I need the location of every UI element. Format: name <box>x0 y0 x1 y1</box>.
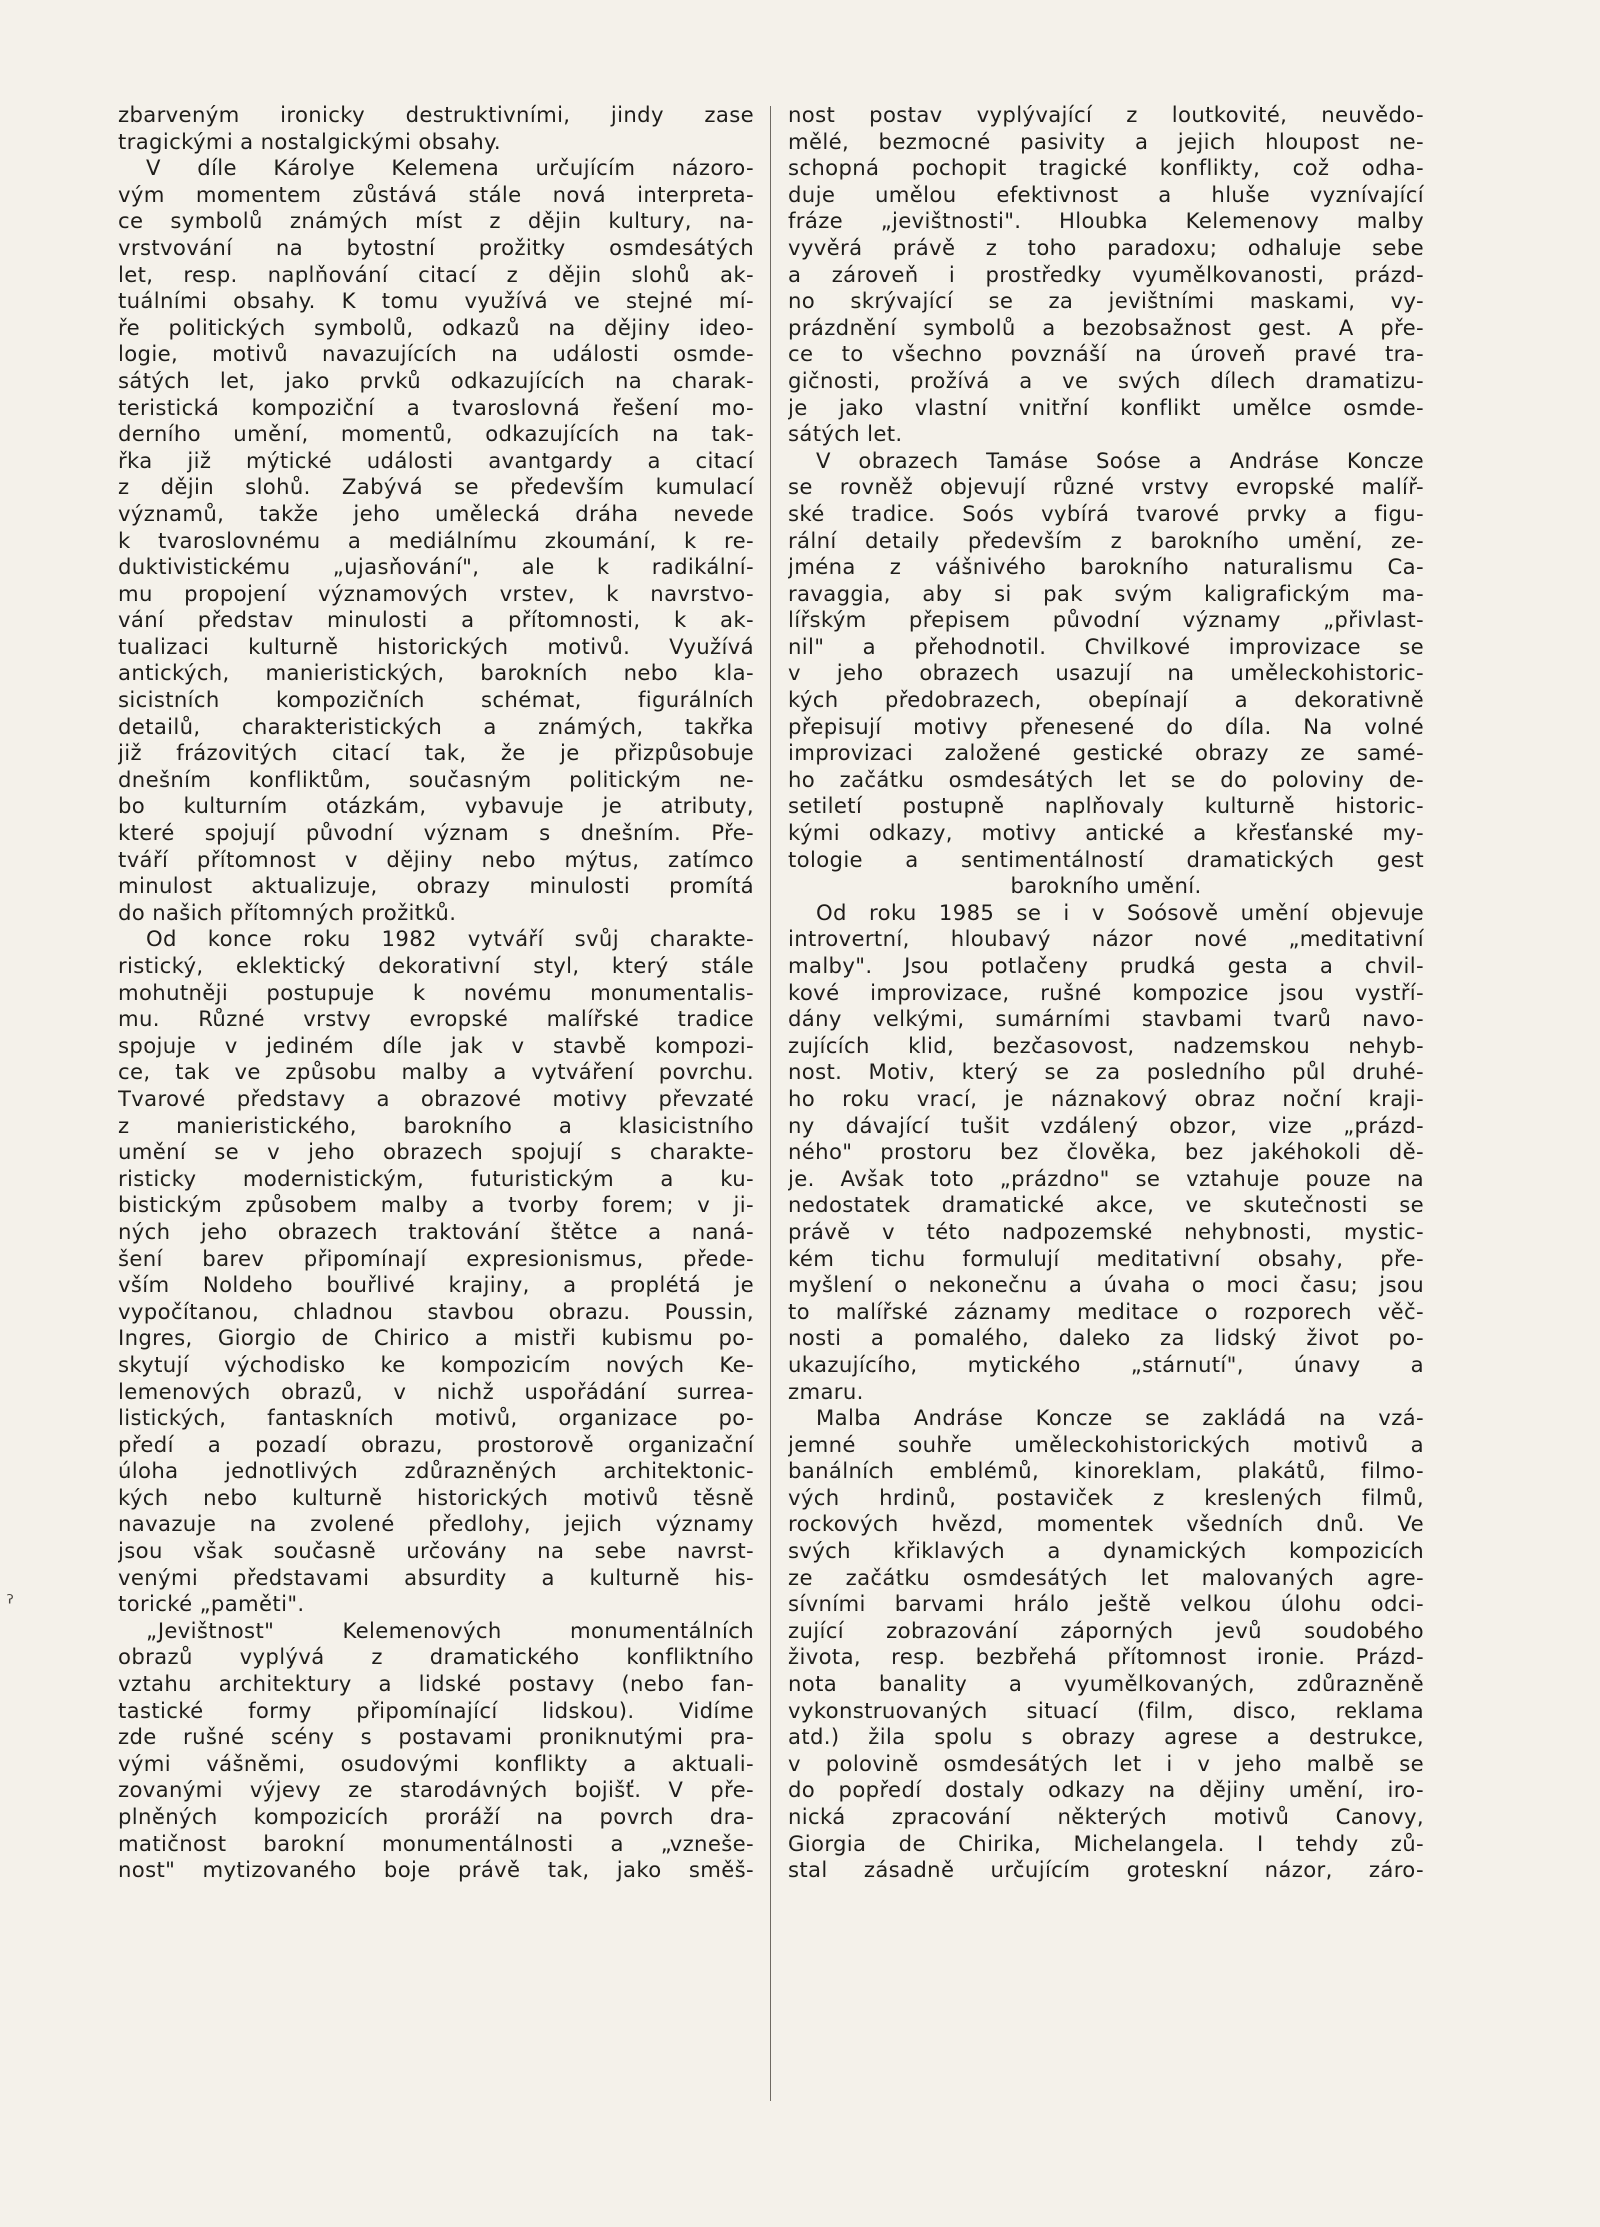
text-line: minulost aktualizuje, obrazy minulosti promítá <box>118 873 754 899</box>
text-line: života, resp. bezbřehá přítomnost ironie. Prázd- <box>788 1644 1424 1670</box>
text-line: V díle Károlye Kelemena určujícím názoro- <box>146 155 754 181</box>
text-line: teristická kompoziční a tvaroslovná řešení mo- <box>118 394 754 420</box>
text-column-right <box>788 102 1424 1884</box>
text-line: ristický, eklektický dekorativní styl, který stále <box>118 953 754 978</box>
text-line: stal zásadně určujícím groteskní názor, záro- <box>788 1857 1424 1883</box>
text-line: do našich přítomných prožitků. <box>118 899 457 925</box>
text-line: ny dávající tušit vzdálený obzor, vize „prázd- <box>788 1112 1424 1138</box>
text-line: ravaggia, aby si pak svým kaligrafickým ma- <box>788 580 1424 606</box>
text-line: ské tradice. Soós vybírá tvarové prvky a figu- <box>788 500 1424 526</box>
text-line: nická zpracování některých motivů Canovy, <box>788 1804 1424 1829</box>
text-line: úloha jednotlivých zdůrazněných architektonic- <box>118 1458 754 1484</box>
text-line: vrstvování na bytostní prožitky osmdesátých <box>118 234 754 260</box>
text-line: matičnost barokní monumentálnosti a „vzneše- <box>118 1830 754 1856</box>
text-line: barokního umění. <box>1010 873 1202 899</box>
text-line: a zároveň i prostředky vyumělkovanosti, prázd- <box>788 261 1424 287</box>
text-line: tváří přítomnost v dějiny nebo mýtus, zatímco <box>118 846 754 872</box>
text-line: skytují východisko ke kompozicím nových Ke- <box>118 1351 754 1377</box>
text-line: ce symbolů známých míst z dějin kultury, na- <box>118 208 754 234</box>
text-line: nosti a pomalého, daleko za lidský život po- <box>788 1325 1424 1351</box>
text-line: sívními barvami hrálo ještě velkou úlohu odci- <box>788 1591 1424 1617</box>
text-line: ce to všechno povznáší na úroveň pravé tra- <box>788 341 1424 367</box>
text-line: mu. Různé vrstvy evropské malířské tradice <box>118 1006 754 1032</box>
text-line: nost. Motiv, který se za posledního půl druhé- <box>788 1059 1424 1085</box>
text-line: gičnosti, prožívá a ve svých dílech dramatizu- <box>788 367 1424 393</box>
text-line: zde rušné scény s postavami proniknutými pra- <box>118 1724 754 1750</box>
text-line: atd.) žila spolu s obrazy agrese a destrukce, <box>788 1724 1424 1750</box>
text-line: fráze „jevištnosti". Hloubka Kelemenovy malby <box>788 208 1424 234</box>
text-line: jména z vášnivého barokního naturalismu Ca- <box>788 554 1424 580</box>
text-line: bistickým způsobem malby a tvorby forem; v ji- <box>118 1192 754 1218</box>
text-line: introvertní, hloubavý názor nové „meditativní <box>788 926 1424 952</box>
text-line: ce, tak ve způsobu malby a vytváření povrchu. <box>118 1059 754 1085</box>
text-line: lemenových obrazů, v nichž uspořádání surrea- <box>118 1378 754 1404</box>
text-line: nil" a přehodnotil. Chvilkové improvizace se <box>788 633 1424 659</box>
text-line: nedostatek dramatické akce, ve skutečnosti se <box>788 1192 1424 1218</box>
text-line: v polovině osmdesátých let i v jeho malbě se <box>788 1750 1424 1776</box>
text-line: je jako vlastní vnitřní konflikt umělce osmde- <box>788 394 1424 420</box>
text-line: svých křiklavých a dynamických kompozicích <box>788 1538 1424 1564</box>
text-line: významů, takže jeho umělecká dráha nevede <box>118 500 754 526</box>
text-line: antických, manieristických, barokních nebo kla- <box>118 660 754 686</box>
text-line: vých hrdinů, postaviček z kreslených filmů, <box>788 1484 1424 1510</box>
text-line: mělé, bezmocné pasivity a jejich hloupost ne- <box>788 128 1424 154</box>
text-line: malby". Jsou potlačeny prudká gesta a chvil- <box>788 953 1424 978</box>
text-line: rální detaily především z barokního umění, ze- <box>788 527 1424 553</box>
text-line: torické „paměti". <box>118 1591 305 1617</box>
text-line: kém tichu formulují meditativní obsahy, pře- <box>788 1245 1424 1271</box>
text-line: zbarveným ironicky destruktivními, jindy zase <box>118 102 754 127</box>
text-line: které spojují původní význam s dnešním. Pře- <box>118 820 754 846</box>
text-line: kové improvizace, rušné kompozice jsou vystří- <box>788 979 1424 1005</box>
text-line: vykonstruovaných situací (film, disco, reklama <box>788 1697 1424 1723</box>
text-line: ze začátku osmdesátých let malovaných agre- <box>788 1564 1424 1590</box>
text-line: je. Avšak toto „prázdno" se vztahuje pouze na <box>788 1165 1424 1191</box>
text-line: prázdnění symbolů a bezobsažnost gest. A pře- <box>788 314 1424 340</box>
text-line: šení barev připomínají expresionismus, přede- <box>118 1245 754 1271</box>
text-line: zující zobrazování záporných jevů soudobého <box>788 1617 1424 1643</box>
text-line: vším Noldeho bouřlivé krajiny, a proplétá je <box>118 1272 754 1298</box>
text-line: vání představ minulosti a přítomnosti, k ak- <box>118 607 754 633</box>
text-line: zujících klid, bezčasovost, nadzemskou nehyb- <box>788 1032 1424 1058</box>
text-line: risticky modernistickým, futuristickým a ku- <box>118 1165 754 1191</box>
text-line: řka již mýtické události avantgardy a citací <box>118 447 754 473</box>
text-line: vztahu architektury a lidské postavy (nebo fan- <box>118 1671 754 1697</box>
text-line: kých nebo kulturně historických motivů těsně <box>118 1484 754 1510</box>
text-line: jemné souhře uměleckohistorických motivů a <box>788 1431 1424 1457</box>
text-line: Ingres, Giorgio de Chirico a mistři kubismu po- <box>118 1325 754 1351</box>
text-line: tualizaci kulturně historických motivů. Využívá <box>118 633 754 659</box>
text-line: vým momentem zůstává stále nová interpreta- <box>118 181 754 207</box>
text-line: improvizaci založené gestické obrazy ze samé- <box>788 740 1424 766</box>
text-line: rockových hvězd, momentek všedních dnů. Ve <box>788 1511 1424 1537</box>
text-line: Giorgia de Chirika, Michelangela. I tehdy zů- <box>788 1830 1424 1856</box>
text-line: dány velkými, sumárními stavbami tvarů navo- <box>788 1006 1424 1032</box>
text-line: nota banality a vyumělkovaných, zdůrazněně <box>788 1671 1424 1697</box>
text-line: mu propojení významových vrstev, k navrstvo- <box>118 580 754 606</box>
text-line: zmaru. <box>788 1378 864 1404</box>
text-line: „Jevištnost" Kelemenových monumentálních <box>146 1617 754 1643</box>
text-line: sicistních kompozičních schémat, figurálních <box>118 687 754 713</box>
text-line: ho roku vrací, je náznakový obraz noční kraji- <box>788 1085 1424 1111</box>
text-line: vými vášněmi, osudovými konflikty a aktuali- <box>118 1750 754 1776</box>
text-line: vypočítanou, chladnou stavbou obrazu. Poussin, <box>118 1298 754 1324</box>
text-line: se rovněž objevují různé vrstvy evropské malíř- <box>788 474 1424 500</box>
text-line: ukazujícího, mytického „stárnutí", únavy a <box>788 1351 1424 1377</box>
text-line: tologie a sentimentálností dramatických gest <box>788 846 1424 872</box>
text-line: z dějin slohů. Zabývá se především kumulací <box>118 474 754 500</box>
text-line: Od roku 1985 se i v Soósově umění objevuje <box>816 899 1424 925</box>
text-line: vyvěrá právě z toho paradoxu; odhaluje sebe <box>788 234 1424 260</box>
text-line: mohutněji postupuje k novému monumentalis- <box>118 979 754 1005</box>
text-line: tuálními obsahy. K tomu využívá ve stejné mí- <box>118 288 754 314</box>
text-line: schopná pochopit tragické konflikty, což odha- <box>788 155 1424 181</box>
text-line: sátých let. <box>788 421 903 447</box>
text-line: ných jeho obrazech traktování štětce a naná- <box>118 1218 754 1244</box>
text-line: ře politických symbolů, odkazů na dějiny ideo- <box>118 314 754 340</box>
text-line: V obrazech Tamáse Soóse a Andráse Koncze <box>816 447 1424 473</box>
text-line: v jeho obrazech usazují na uměleckohistoric- <box>788 660 1424 686</box>
text-line: sátých let, jako prvků odkazujících na charak- <box>118 367 754 393</box>
text-line: do popředí dostaly odkazy na dějiny umění, iro- <box>788 1777 1424 1803</box>
text-line: Malba Andráse Koncze se zakládá na vzá- <box>816 1405 1424 1431</box>
text-line: dnešním konfliktům, současným politickým ne- <box>118 766 754 792</box>
text-line: z manieristického, barokního a klasicistního <box>118 1112 754 1138</box>
text-column-left <box>118 102 754 1884</box>
text-line: listických, fantaskních motivů, organizace po- <box>118 1405 754 1431</box>
text-line: umění se v jeho obrazech spojují s charakte- <box>118 1139 754 1165</box>
text-line: detailů, charakteristických a známých, takřka <box>118 713 754 739</box>
text-line: ho začátku osmdesátých let se do poloviny de- <box>788 766 1424 792</box>
text-line: již frázovitých citací tak, že je přizpůsobuje <box>118 740 754 766</box>
text-line: zovanými výjevy ze starodávných bojišť. V pře- <box>118 1777 754 1803</box>
text-line: kými odkazy, motivy antické a křesťanské my- <box>788 820 1424 846</box>
text-line: obrazů vyplývá z dramatického konfliktního <box>118 1644 754 1670</box>
text-line: tragickými a nostalgickými obsahy. <box>118 128 501 154</box>
text-line: kých předobrazech, obepínají a dekorativně <box>788 687 1424 713</box>
text-line: bo kulturním otázkám, vybavuje je atributy, <box>118 793 754 819</box>
margin-mark: ˀ <box>6 1592 15 1617</box>
text-line: nost" mytizovaného boje právě tak, jako směš- <box>118 1857 754 1883</box>
text-line: tastické formy připomínající lidskou). Vidíme <box>118 1697 754 1723</box>
text-line: myšlení o nekonečnu a úvaha o moci času; jsou <box>788 1272 1424 1298</box>
text-line: lířským přepisem původní významy „přivlast- <box>788 607 1424 633</box>
text-line: přepisují motivy přenesené do díla. Na volné <box>788 713 1424 739</box>
text-line: duktivistickému „ujasňování", ale k radikální- <box>118 554 754 580</box>
text-line: duje umělou efektivnost a hluše vyznívající <box>788 181 1424 207</box>
text-line: nost postav vyplývající z loutkovité, neuvědo- <box>788 102 1424 127</box>
text-line: let, resp. naplňování citací z dějin slohů ak- <box>118 261 754 287</box>
column-divider <box>770 106 771 2101</box>
text-line: předí a pozadí obrazu, prostorově organizační <box>118 1431 754 1457</box>
text-line: právě v této nadpozemské nehybnosti, mystic- <box>788 1218 1424 1244</box>
text-line: no skrývající se za jevištními maskami, vy- <box>788 288 1424 314</box>
text-line: to malířské záznamy meditace o rozporech věč- <box>788 1298 1424 1324</box>
text-line: logie, motivů navazujících na události osmde- <box>118 341 754 367</box>
text-line: plněných kompozicích proráží na povrch dra- <box>118 1804 754 1829</box>
text-line: Tvarové představy a obrazové motivy převzaté <box>118 1085 754 1111</box>
text-line: venými představami absurdity a kulturně his- <box>118 1564 754 1590</box>
text-line: banálních emblémů, kinoreklam, plakátů, filmo- <box>788 1458 1424 1484</box>
text-line: setiletí postupně naplňovaly kulturně historic- <box>788 793 1424 819</box>
text-line: derního umění, momentů, odkazujících na tak- <box>118 421 754 447</box>
text-line: spojuje v jediném díle jak v stavbě kompozi- <box>118 1032 754 1058</box>
text-line: navazuje na zvolené předlohy, jejich významy <box>118 1511 754 1537</box>
text-line: k tvaroslovnému a mediálnímu zkoumání, k re- <box>118 527 754 553</box>
text-line: Od konce roku 1982 vytváří svůj charakte- <box>146 926 754 952</box>
text-line: jsou však současně určovány na sebe navrst- <box>118 1538 754 1564</box>
text-line: ného" prostoru bez člověka, bez jakéhokoli dě- <box>788 1139 1424 1165</box>
